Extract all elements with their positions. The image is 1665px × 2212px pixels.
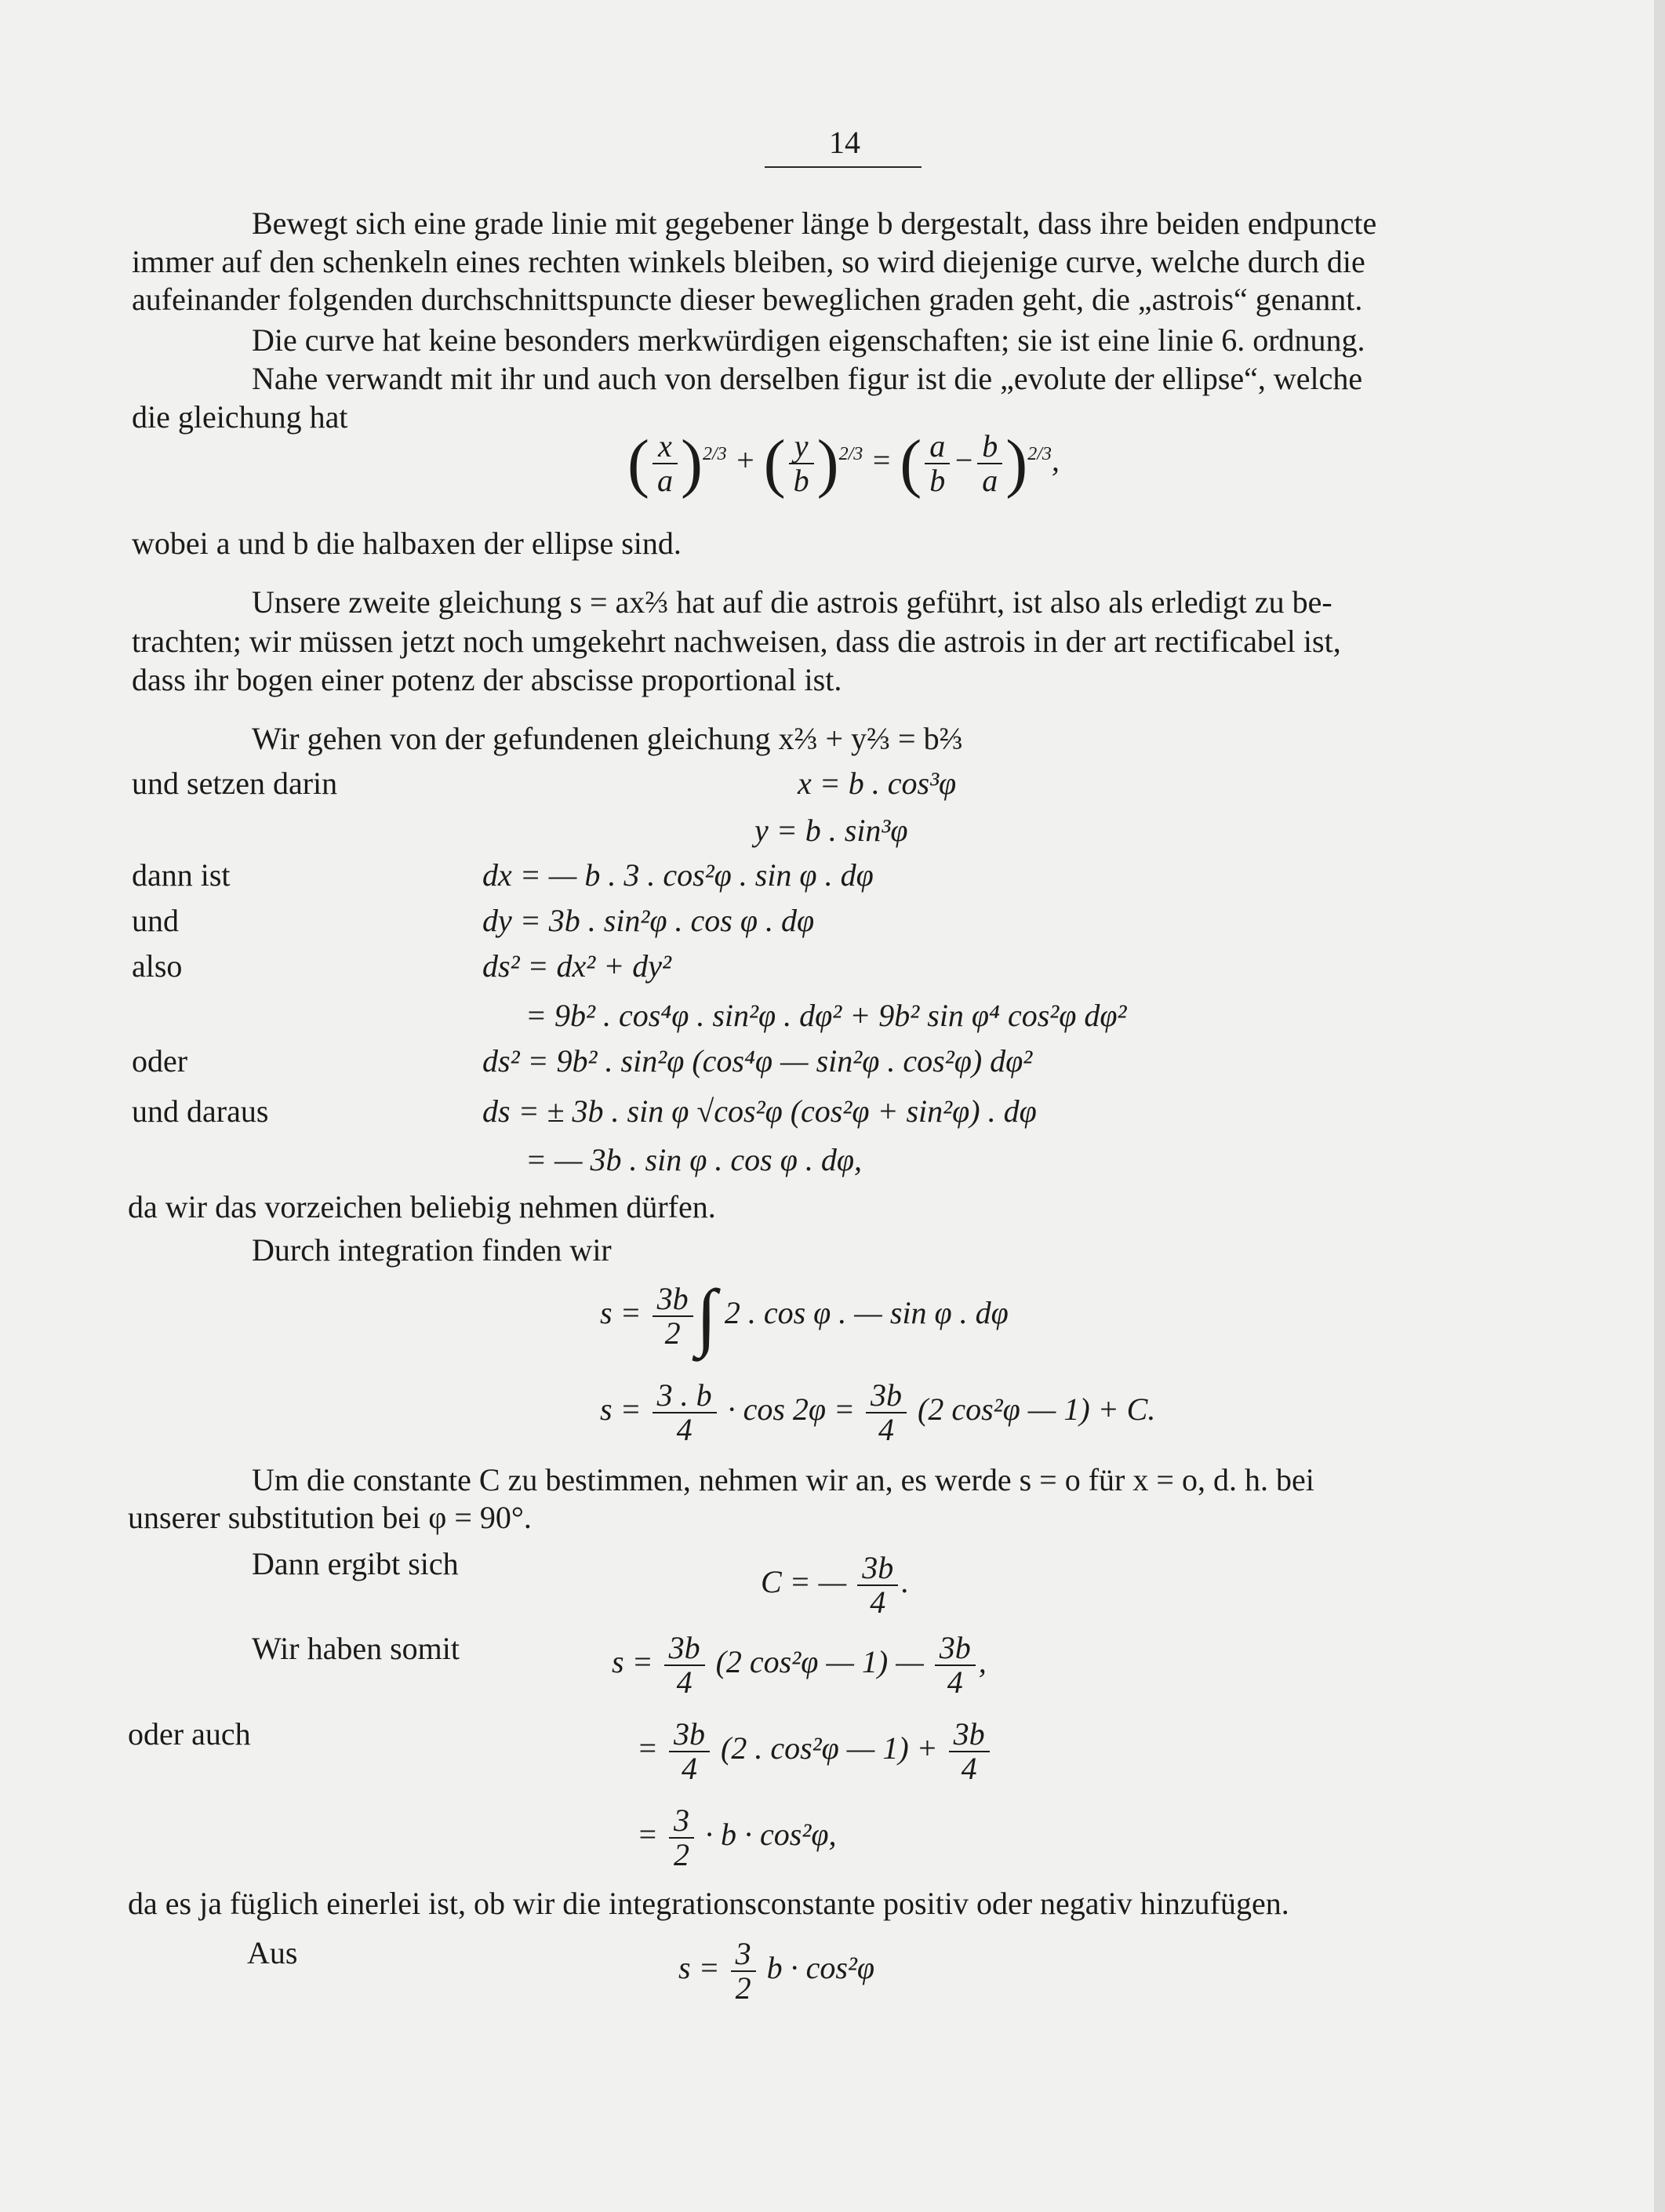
equals-sign: = — [871, 442, 892, 478]
evolute-equation: ( $\frac{x}{a}$ )$^{2/3}$ + ( $\frac{y}{b}$ )$^{2/3}$ = ( $\frac{a}{b}$ − $\frac{b}{a}$ )$^{2/3}$, — [627, 427, 1060, 500]
constant-line2: unserer substitution bei φ = 90°. — [128, 1500, 532, 1535]
derivation-expr: ds = ± 3b . sin φ √cos²φ (cos²φ + sin²φ) . dφ — [482, 1093, 1037, 1129]
fraction: $\frac{b}{a}$ — [977, 430, 1002, 497]
fraction: $\frac{3b}{4}$ — [669, 1718, 710, 1785]
paragraph1-line6: die gleichung hat — [132, 399, 348, 435]
fraction: $\frac{3b}{4}$ — [664, 1632, 705, 1699]
fraction: $\frac{a}{b}$ — [925, 430, 950, 497]
paragraph2-line2: trachten; wir müssen jetzt noch umgekehrt nachweisen, dass die astrois in der art rectificabel ist, — [132, 624, 1341, 659]
fraction: $\frac{y}{b}$ — [789, 430, 814, 497]
fraction: $\frac{3b}{4}$ — [866, 1379, 907, 1446]
somit-equation: s = $\frac{3b}{4}$ (2 cos²φ — 1) — $\frac{3b}{4}$ , — [612, 1630, 987, 1700]
fraction: $\frac{3}{2}$ — [669, 1804, 694, 1872]
paragraph1-line1: Bewegt sich eine grade linie mit gegebener länge b dergestalt, dass ihre beiden endpuncte — [252, 206, 1377, 241]
integration-line: Durch integration finden wir — [252, 1232, 612, 1268]
paragraph1-line3: aufeinander folgenden durchschnittspuncte dieser beweglichen graden geht, die „astrois“ genannt. — [132, 282, 1363, 317]
derivation-expr: = — 3b . sin φ . cos φ . dφ, — [525, 1142, 862, 1177]
page-number: 14 — [829, 125, 860, 160]
exponent: 2/3 — [838, 443, 863, 464]
paragraph1-line4: Die curve hat keine besonders merkwürdigen eigenschaften; sie ist eine linie 6. ordnung. — [252, 322, 1365, 358]
derivation-expr: ds² = 9b² . sin²φ (cos⁴φ — sin²φ . cos²φ) dφ² — [482, 1043, 1033, 1079]
aus-label: Aus — [247, 1935, 298, 1970]
fraction: $\frac{x}{a}$ — [653, 430, 678, 497]
scan-edge — [1654, 0, 1665, 2212]
derivation-expr: ds² = dx² + dy² — [482, 948, 672, 984]
derivation-label: und — [132, 903, 179, 938]
fraction: $\frac{3b}{4}$ — [857, 1552, 898, 1619]
oder-auch-label: oder auch — [128, 1716, 251, 1752]
minus-sign: − — [953, 442, 975, 478]
derivation-label: und daraus — [132, 1093, 269, 1129]
derivation-expr: x = b . cos³φ — [798, 766, 957, 801]
derivation-label: oder — [132, 1043, 188, 1079]
derivation-label: und setzen darin — [132, 766, 338, 801]
paragraph2-line3: dass ihr bogen einer potenz der abscisse proportional ist. — [132, 662, 842, 697]
derivation-label: also — [132, 948, 183, 984]
exponent: 2/3 — [702, 443, 727, 464]
c-equation: C = — $\frac{3b}{4}$ . — [761, 1550, 910, 1620]
fraction: $\frac{3}{2}$ — [731, 1937, 756, 2005]
oder-auch-equation: = $\frac{3b}{4}$ (2 . cos²φ — 1) + $\frac{3b}{4}$ — [637, 1718, 993, 1785]
vorzeichen-line: da wir das vorzeichen beliebig nehmen dürfen. — [128, 1189, 716, 1224]
wobei-line: wobei a und b die halbaxen der ellipse sind. — [132, 526, 682, 561]
paragraph1-line2: immer auf den schenkeln eines rechten winkels bleiben, so wird diejenige curve, welche durch die — [132, 244, 1365, 279]
einerlei-line: da es ja füglich einerlei ist, ob wir die integrationsconstante positiv oder negativ hinzufügen. — [128, 1886, 1289, 1921]
somit-label: Wir haben somit — [252, 1631, 460, 1666]
constant-line1: Um die constante C zu bestimmen, nehmen wir an, es werde s = o für x = o, d. h. bei — [252, 1462, 1314, 1497]
derivation-expr: dx = — b . 3 . cos²φ . sin φ . dφ — [482, 857, 874, 893]
derivation-expr: dy = 3b . sin²φ . cos φ . dφ — [482, 903, 815, 938]
paragraph1-line5: Nahe verwandt mit ihr und auch von derselben figur ist die „evolute der ellipse“, welche — [252, 361, 1363, 396]
derivation-expr: y = b . sin³φ — [754, 813, 908, 848]
fraction: $\frac{3b}{4}$ — [949, 1718, 990, 1785]
dann-ergibt-label: Dann ergibt sich — [252, 1546, 459, 1581]
exponent: 2/3 — [1027, 443, 1052, 464]
fraction: $\frac{3b}{2}$ — [653, 1282, 693, 1350]
paren-open: ( — [627, 427, 649, 500]
integral-sign: ∫ — [696, 1274, 717, 1358]
integral-equation: s = $\frac{3b}{2}$ ∫ 2 . cos φ . — sin φ . dφ — [600, 1274, 1009, 1358]
header-rule — [765, 166, 922, 168]
fraction: $\frac{3 . b}{4}$ — [653, 1379, 717, 1446]
wir-gehen-line: Wir gehen von der gefundenen gleichung x⅔ + y⅔ = b⅔ — [252, 721, 963, 756]
result-equation: s = $\frac{3 . b}{4}$ · cos 2φ = $\frac{3b}{4}$ (2 cos²φ — 1) + C. — [600, 1377, 1156, 1447]
plus-sign: + — [734, 442, 756, 478]
derivation-expr: = 9b² . cos⁴φ . sin²φ . dφ² + 9b² sin φ⁴ cos²φ dφ² — [525, 998, 1127, 1033]
aus-equation: s = $\frac{3}{2}$ b · cos²φ — [678, 1936, 875, 2006]
paren-close: ) — [680, 427, 703, 500]
fraction: $\frac{3b}{4}$ — [935, 1632, 976, 1699]
final-equation: = $\frac{3}{2}$ · b · cos²φ, — [637, 1803, 837, 1872]
paragraph2-line1: Unsere zweite gleichung s = ax⅔ hat auf die astrois geführt, ist also als erledigt zu be- — [252, 584, 1332, 620]
derivation-label: dann ist — [132, 857, 231, 893]
